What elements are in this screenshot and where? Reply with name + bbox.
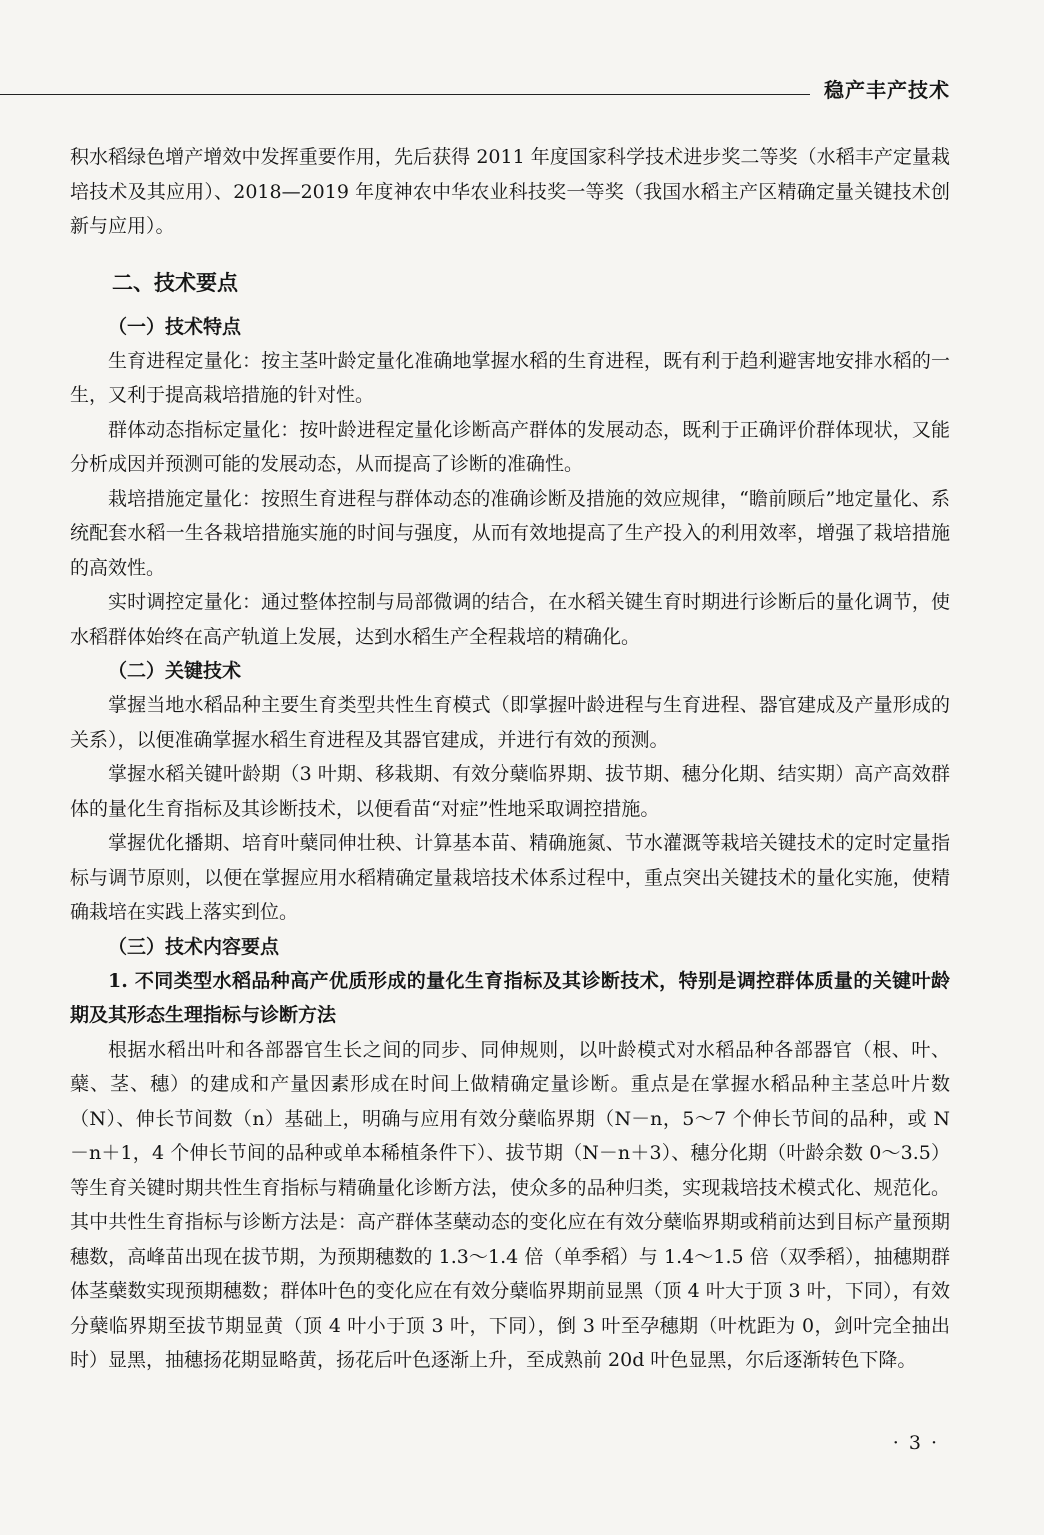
paragraph: 掌握水稻关键叶龄期（3 叶期、移栽期、有效分蘖临界期、拔节期、穗分化期、结实期）高产高效群体的量化生育指标及其诊断技术，以便看苗“对症”性地采取调控措施。: [70, 763, 950, 820]
paragraph: 栽培措施定量化：按照生育进程与群体动态的准确诊断及措施的效应规律，“瞻前顾后”地定量化、系统配套水稻一生各栽培措施实施的时间与强度，从而有效地提高了生产投入的利用效率，增强了栽培措施的高效性。: [70, 487, 950, 579]
subsection-title-key-tech: （二）关键技术: [108, 660, 242, 682]
page-body: [70, 140, 950, 1378]
subsection-title-content: （三）技术内容要点: [108, 935, 280, 958]
paragraph: 生育进程定量化：按主茎叶龄定量化准确地掌握水稻的生育进程，既有利于趋利避害地安排水稻的一生，又利于提高栽培措施的针对性。: [70, 349, 950, 406]
intro-paragraph: 积水稻绿色增产增效中发挥重要作用，先后获得 2011 年度国家科学技术进步奖二等奖（水稻丰产定量栽培技术及其应用）、2018—2019 年度神农中华农业科技奖一等奖（我国水稻主产区精确定量关键技术创新与应用）。: [70, 146, 950, 237]
paragraph: 根据水稻出叶和各部器官生长之间的同步、同伸规则，以叶龄模式对水稻品种各部器官（根、叶、蘖、茎、穗）的建成和产量因素形成在时间上做精确定量诊断。重点是在掌握水稻品种主茎总叶片数（N）、伸长节间数（n）基础上，明确与应用有效分蘖临界期（N－n，5～7 个伸长节间的品种，或 N－n＋1，4 个伸长节间的品种或单本稀植条件下）、拔节期（N－n＋3）、穗分化期（叶龄余数 0～3.5）等生育关键时期共性生育指标与精确量化诊断方法，使众多的品种归类，实现栽培技术模式化、规范化。其中共性生育指标与诊断方法是：高产群体茎蘖动态的变化应在有效分蘖临界期或稍前达到目标产量预期穗数，高峰苗出现在拔节期，为预期穗数的 1.3～1.4 倍（单季稻）与 1.4～1.5 倍（双季稻），抽穗期群体茎蘖数实现预期穗数；群体叶色的变化应在有效分蘖临界期前显黑（顶 4 叶大于顶 3 叶，下同），有效分蘖临界期至拔节期显黄（顶 4 叶小于顶 3 叶，下同），倒 3 叶至孕穗期（叶枕距为 0，剑叶完全抽出时）显黑，抽穗扬花期显略黄，扬花后叶色逐渐上升，至成熟前 20d 叶色显黑，尔后逐渐转色下降。: [70, 1038, 951, 1371]
paragraph: 掌握优化播期、培育叶蘖同伸壮秧、计算基本苗、精确施氮、节水灌溉等栽培关键技术的定时定量指标与调节原则，以便在掌握应用水稻精确定量栽培技术体系过程中，重点突出关键技术的量化实施，使精确栽培在实践上落实到位。: [70, 832, 950, 923]
page-number: · 3 ·: [892, 1432, 939, 1454]
running-header-title: 稳产丰产技术: [824, 78, 950, 102]
paragraph: 实时调控定量化：通过整体控制与局部微调的结合，在水稻关键生育时期进行诊断后的量化调节，使水稻群体始终在高产轨道上发展，达到水稻生产全程栽培的精确化。: [70, 591, 950, 648]
paragraph: 掌握当地水稻品种主要生育类型共性生育模式（即掌握叶龄进程与生育进程、器官建成及产量形成的关系），以便准确掌握水稻生育进程及其器官建成，并进行有效的预测。: [70, 694, 950, 751]
section-title: 二、技术要点: [112, 270, 238, 295]
subsection-title-features: （一）技术特点: [108, 315, 242, 338]
header-rule: [0, 94, 810, 95]
paragraph: 群体动态指标定量化：按叶龄进程定量化诊断高产群体的发展动态，既利于正确评价群体现状，又能分析成因并预测可能的发展动态，从而提高了诊断的准确性。: [70, 418, 950, 475]
item-title: 1. 不同类型水稻品种高产优质形成的量化生育指标及其诊断技术，特别是调控群体质量的关键叶龄期及其形态生理指标与诊断方法: [70, 969, 950, 1026]
